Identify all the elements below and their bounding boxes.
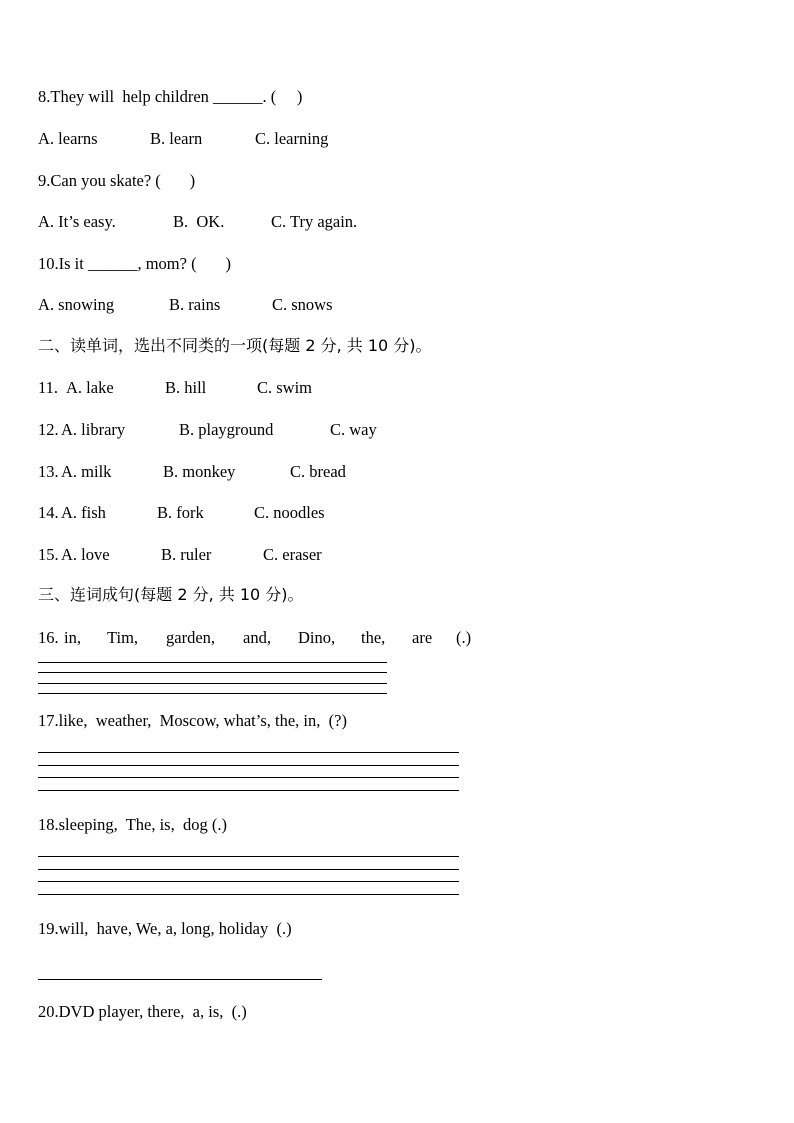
question-16-word: and, (243, 628, 271, 647)
question-14-option-b: B. fork (157, 503, 204, 522)
answer-line[interactable] (38, 662, 387, 663)
answer-line[interactable] (38, 777, 459, 778)
question-8-option-b: B. learn (150, 129, 203, 148)
question-12-option-c: C. way (330, 420, 377, 439)
question-9-option-b: B. OK. (173, 212, 225, 231)
question-18-text: 18.sleeping, The, is, dog (.) (38, 815, 227, 834)
section-2-heading: 二、读单词，选出不同类的一项(每题 2 分, 共 10 分)。 (38, 336, 432, 355)
question-13-option-c: C. bread (290, 462, 346, 481)
question-11-option-a: A. lake (66, 378, 114, 397)
answer-line[interactable] (38, 856, 459, 857)
question-10-option-c: C. snows (272, 295, 333, 314)
question-10-option-b: B. rains (169, 295, 221, 314)
question-15-option-a: A. love (61, 545, 110, 564)
question-17-text: 17.like, weather, Moscow, what’s, the, in, (?) (38, 711, 347, 730)
question-8-option-a: A. learns (38, 129, 98, 148)
answer-line[interactable] (38, 894, 459, 895)
question-15-number: 15. (38, 545, 59, 564)
question-13-option-a: A. milk (61, 462, 112, 481)
question-9-stem: 9.Can you skate? ( ) (38, 171, 196, 190)
question-8-option-c: C. learning (255, 129, 329, 148)
question-16-number: 16. (38, 628, 59, 647)
question-16-word: are (412, 628, 433, 647)
question-12-option-b: B. playground (179, 420, 274, 439)
question-10-option-a: A. snowing (38, 295, 115, 314)
question-16-word: Dino, (298, 628, 336, 647)
question-13-number: 13. (38, 462, 59, 481)
question-11-option-b: B. hill (165, 378, 207, 397)
question-14-number: 14. (38, 503, 59, 522)
answer-line[interactable] (38, 790, 459, 791)
answer-line[interactable] (38, 765, 459, 766)
question-14-option-a: A. fish (61, 503, 106, 522)
question-14-option-c: C. noodles (254, 503, 325, 522)
question-12-number: 12. (38, 420, 59, 439)
answer-line[interactable] (38, 693, 387, 694)
question-12-option-a: A. library (61, 420, 126, 439)
question-11-number: 11. (38, 378, 63, 397)
section-3-heading: 三、连词成句(每题 2 分, 共 10 分)。 (38, 585, 304, 604)
answer-line[interactable] (38, 869, 459, 870)
answer-line[interactable] (38, 752, 459, 753)
question-8-stem: 8.They will help children ______. ( ) (38, 87, 303, 106)
question-16-word: in, (64, 628, 81, 647)
answer-line[interactable] (38, 683, 387, 684)
question-10-stem: 10.Is it ______, mom? ( ) (38, 254, 231, 273)
question-9-option-c: C. Try again. (271, 212, 358, 231)
answer-line[interactable] (38, 881, 459, 882)
answer-line[interactable] (38, 672, 387, 673)
question-16-word: (.) (456, 628, 472, 647)
question-16-word: Tim, (107, 628, 139, 647)
question-15-option-c: C. eraser (263, 545, 322, 564)
question-11-option-c: C. swim (257, 378, 313, 397)
answer-line[interactable] (38, 979, 322, 980)
question-16-word: the, (361, 628, 386, 647)
question-16-word: garden, (166, 628, 216, 647)
question-9-option-a: A. It’s easy. (38, 212, 116, 231)
question-20-text: 20.DVD player, there, a, is, (.) (38, 1002, 247, 1021)
question-19-text: 19.will, have, We, a, long, holiday (.) (38, 919, 292, 938)
question-13-option-b: B. monkey (163, 462, 236, 481)
question-15-option-b: B. ruler (161, 545, 212, 564)
